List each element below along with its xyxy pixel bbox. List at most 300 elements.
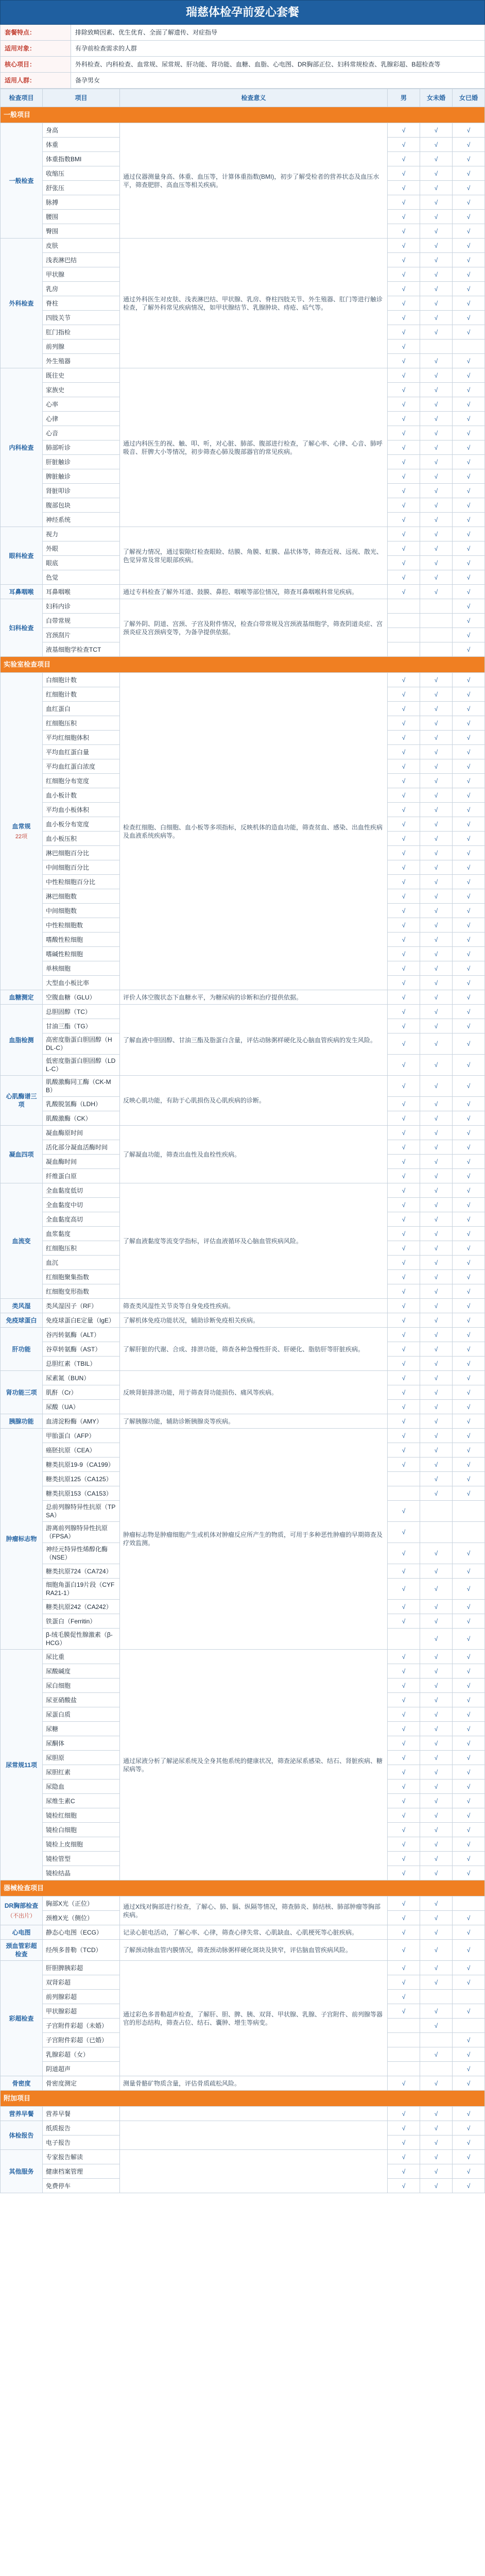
header-category: 检查项目 — [1, 89, 43, 107]
check-female-unmarried: √ — [420, 267, 453, 282]
check-female-unmarried: √ — [420, 282, 453, 296]
check-male: √ — [388, 1414, 420, 1429]
check-male: √ — [388, 123, 420, 138]
check-female-unmarried: √ — [420, 1429, 453, 1443]
check-female-married: √ — [453, 673, 485, 687]
check-female-married: √ — [453, 1227, 485, 1241]
item-name: 白带常规 — [43, 614, 120, 628]
check-male: √ — [388, 181, 420, 195]
item-name: 红细胞变形指数 — [43, 1284, 120, 1299]
check-female-married: √ — [453, 2136, 485, 2150]
check-female-married: √ — [453, 1414, 485, 1429]
item-name: 腰围 — [43, 210, 120, 224]
category-cell — [1, 1414, 43, 1429]
significance-cell: 反映肾脏排泄功能，用于筛查肾功能损伤、痛风等疾病。 — [120, 1371, 388, 1414]
item-name: 游离前列腺特异性抗原（FPSA） — [43, 1522, 120, 1543]
check-male: √ — [388, 412, 420, 426]
check-female-unmarried: √ — [420, 1751, 453, 1765]
check-female-married — [453, 2019, 485, 2033]
check-female-married: √ — [453, 2179, 485, 2193]
table-row — [1, 599, 485, 614]
check-female-unmarried: √ — [420, 933, 453, 947]
category-cell — [1, 1126, 43, 1183]
category-label: 胰腺功能 — [9, 1417, 34, 1425]
check-female-unmarried: √ — [420, 1198, 453, 1212]
check-female-unmarried: √ — [420, 2076, 453, 2091]
item-name: 骨密度测定 — [43, 2076, 120, 2091]
item-name: 眼底 — [43, 556, 120, 570]
category-cell — [1, 527, 43, 585]
check-male: √ — [388, 195, 420, 210]
check-female-married: √ — [453, 1650, 485, 1664]
significance-cell: 了解胰腺功能，辅助诊断胰腺炎等疾病。 — [120, 1414, 388, 1429]
check-female-unmarried: √ — [420, 745, 453, 759]
check-female-married: √ — [453, 1852, 485, 1866]
meta-label: 套餐特点： — [1, 25, 71, 40]
check-female-unmarried: √ — [420, 1837, 453, 1852]
item-name: 外生殖器 — [43, 354, 120, 368]
check-male: √ — [388, 687, 420, 702]
category-cell — [1, 673, 43, 990]
table-row — [1, 2150, 485, 2164]
item-name: 糖类抗原19-9（CA199） — [43, 1458, 120, 1472]
check-female-married: √ — [453, 1429, 485, 1443]
check-female-unmarried: √ — [420, 412, 453, 426]
check-female-married: √ — [453, 556, 485, 570]
check-male: √ — [388, 947, 420, 961]
item-name: 肝胆脾胰彩超 — [43, 1961, 120, 1975]
category-cell — [1, 1429, 43, 1650]
item-name: 乳房 — [43, 282, 120, 296]
check-female-unmarried: √ — [420, 774, 453, 788]
check-male — [388, 2047, 420, 2062]
table-row — [1, 527, 485, 541]
check-female-unmarried: √ — [420, 152, 453, 166]
check-female-married: √ — [453, 1076, 485, 1097]
item-name: 尿酸碱度 — [43, 1664, 120, 1679]
significance-cell — [120, 2121, 388, 2150]
check-female-unmarried: √ — [420, 224, 453, 239]
page-title: 瑞慈体检孕前爱心套餐 — [0, 0, 485, 25]
check-female-married: √ — [453, 1975, 485, 1990]
check-female-married: √ — [453, 1600, 485, 1614]
check-male: √ — [388, 556, 420, 570]
item-name: 免疫球蛋白E定量（IgE） — [43, 1313, 120, 1328]
check-female-married: √ — [453, 1270, 485, 1284]
check-male: √ — [388, 1155, 420, 1169]
check-female-unmarried: √ — [420, 817, 453, 832]
check-male: √ — [388, 440, 420, 455]
header-significance: 检查意义 — [120, 89, 388, 107]
check-female-unmarried: √ — [420, 397, 453, 412]
check-male: √ — [388, 1837, 420, 1852]
check-female-married: √ — [453, 889, 485, 904]
check-female-unmarried: √ — [420, 875, 453, 889]
check-female-unmarried: √ — [420, 1940, 453, 1961]
check-female-married: √ — [453, 846, 485, 860]
table-row — [1, 2121, 485, 2136]
significance-cell: 通过X线对胸部进行检查，了解心、肺、膈、纵隔等情况，筛查肺炎、肺结核、肺部肿瘤等胸部疾病。 — [120, 1896, 388, 1925]
check-male: √ — [388, 469, 420, 484]
check-female-unmarried: √ — [420, 716, 453, 731]
check-female-married: √ — [453, 1155, 485, 1169]
check-male: √ — [388, 1564, 420, 1579]
check-male: √ — [388, 1650, 420, 1664]
check-female-unmarried — [420, 642, 453, 657]
category-label: 血常规 — [12, 822, 31, 830]
item-name: 总前列腺特异性抗原（TPSA） — [43, 1501, 120, 1522]
check-female-married: √ — [453, 716, 485, 731]
check-male: √ — [388, 1911, 420, 1925]
check-male: √ — [388, 1679, 420, 1693]
check-male: √ — [388, 1722, 420, 1736]
category-label: 心电图 — [12, 1928, 31, 1936]
check-male: √ — [388, 1284, 420, 1299]
check-female-unmarried: √ — [420, 1564, 453, 1579]
check-male: √ — [388, 673, 420, 687]
check-female-married: √ — [453, 947, 485, 961]
check-male — [388, 1472, 420, 1486]
category-label: 肝功能 — [12, 1345, 31, 1353]
check-male: √ — [388, 745, 420, 759]
significance-cell — [120, 2150, 388, 2193]
check-male: √ — [388, 1925, 420, 1940]
check-female-unmarried: √ — [420, 673, 453, 687]
check-female-married: √ — [453, 138, 485, 152]
item-name: 血小板分布宽度 — [43, 817, 120, 832]
header-female-married: 女已婚 — [453, 89, 485, 107]
check-male: √ — [388, 1212, 420, 1227]
check-female-married: √ — [453, 166, 485, 181]
section-title: 实验室检查项目 — [1, 657, 485, 673]
check-female-unmarried: √ — [420, 860, 453, 875]
check-male — [388, 642, 420, 657]
check-female-unmarried: √ — [420, 1256, 453, 1270]
check-female-married: √ — [453, 1751, 485, 1765]
category-cell — [1, 1925, 43, 1940]
item-name: 中间细胞百分比 — [43, 860, 120, 875]
section-title: 器械检查项目 — [1, 1880, 485, 1896]
check-female-married: √ — [453, 1961, 485, 1975]
check-male — [388, 2033, 420, 2047]
check-female-unmarried: √ — [420, 687, 453, 702]
check-female-unmarried: √ — [420, 2107, 453, 2121]
check-female-married: √ — [453, 2062, 485, 2076]
check-female-unmarried — [420, 2062, 453, 2076]
category-label: 凝血四项 — [9, 1150, 34, 1158]
item-name: 尿蛋白质 — [43, 1707, 120, 1722]
item-name: 谷草转氨酶（AST） — [43, 1342, 120, 1357]
table-row — [1, 1005, 485, 1019]
significance-cell: 通过仪器测量身高、体重、血压等，计算体重指数(BMI)，初步了解受检者的营养状态及血压水平，筛查肥胖、高血压等相关疾病。 — [120, 123, 388, 239]
check-male: √ — [388, 1328, 420, 1342]
check-female-unmarried — [420, 614, 453, 628]
check-male: √ — [388, 2136, 420, 2150]
check-female-unmarried: √ — [420, 383, 453, 397]
meta-label: 适用人群： — [1, 73, 71, 88]
significance-cell — [120, 2107, 388, 2121]
check-male: √ — [388, 889, 420, 904]
check-female-married: √ — [453, 774, 485, 788]
meta-value: 有孕前检查需求的人群 — [75, 45, 137, 52]
item-name: 糖类抗原125（CA125） — [43, 1472, 120, 1486]
significance-cell: 通过专科检查了解外耳道、鼓膜、鼻腔、咽喉等部位情况，筛查耳鼻咽喉科常见疾病。 — [120, 585, 388, 599]
check-female-married — [453, 1896, 485, 1911]
check-female-unmarried: √ — [420, 138, 453, 152]
check-female-unmarried: √ — [420, 1414, 453, 1429]
check-female-married: √ — [453, 267, 485, 282]
check-female-unmarried: √ — [420, 1458, 453, 1472]
check-female-married: √ — [453, 1808, 485, 1823]
check-female-married: √ — [453, 1543, 485, 1564]
check-female-married: √ — [453, 599, 485, 614]
check-female-unmarried: √ — [420, 1111, 453, 1126]
check-female-unmarried: √ — [420, 311, 453, 325]
check-male: √ — [388, 875, 420, 889]
item-name: 甲胎蛋白（AFP） — [43, 1429, 120, 1443]
check-male: √ — [388, 990, 420, 1005]
item-name: 视力 — [43, 527, 120, 541]
item-name: 平均血红蛋白浓度 — [43, 759, 120, 774]
significance-cell: 了解视力情况，通过裂隙灯检查眼睑、结膜、角膜、虹膜、晶状体等，筛查近视、远视、散光、色觉异常及常见眼部疾病。 — [120, 527, 388, 585]
check-female-married: √ — [453, 1169, 485, 1183]
check-female-married: √ — [453, 1925, 485, 1940]
category-label: 耳鼻咽喉 — [9, 588, 34, 596]
category-cell — [1, 1961, 43, 2076]
check-male: √ — [388, 1005, 420, 1019]
check-male: √ — [388, 1794, 420, 1808]
check-female-married: √ — [453, 1564, 485, 1579]
check-female-unmarried: √ — [420, 961, 453, 976]
check-female-married: √ — [453, 2107, 485, 2121]
check-female-unmarried: √ — [420, 1472, 453, 1486]
item-name: 全血黏度中切 — [43, 1198, 120, 1212]
item-name: 血清淀粉酶（AMY） — [43, 1414, 120, 1429]
check-female-unmarried: √ — [420, 2164, 453, 2179]
check-female-unmarried: √ — [420, 1486, 453, 1501]
check-female-married: √ — [453, 745, 485, 759]
check-female-married: √ — [453, 1866, 485, 1880]
category-cell — [1, 2076, 43, 2091]
item-name: 体重 — [43, 138, 120, 152]
item-name: β-绒毛膜促性腺激素（β-HCG） — [43, 1629, 120, 1650]
item-name: 尿比重 — [43, 1650, 120, 1664]
item-name: 尿白细胞 — [43, 1679, 120, 1693]
category-label: 骨密度 — [12, 2079, 31, 2087]
check-female-married: √ — [453, 990, 485, 1005]
significance-cell: 了解血液黏度等流变学指标，评估血液循环及心脑血管疾病风险。 — [120, 1183, 388, 1299]
check-male: √ — [388, 1852, 420, 1866]
check-female-married: √ — [453, 1780, 485, 1794]
item-name: 体重指数BMI — [43, 152, 120, 166]
category-label: 其他服务 — [9, 2167, 34, 2175]
check-male: √ — [388, 1126, 420, 1140]
check-female-unmarried: √ — [420, 1693, 453, 1707]
check-male: √ — [388, 1055, 420, 1076]
table-row — [1, 1126, 485, 1140]
table-row — [1, 585, 485, 599]
item-name: 胸部X光（正位） — [43, 1896, 120, 1911]
check-male: √ — [388, 1736, 420, 1751]
item-name: 镜检白细胞 — [43, 1823, 120, 1837]
item-name: 平均血小板体积 — [43, 803, 120, 817]
check-male: √ — [388, 267, 420, 282]
check-female-married: √ — [453, 1198, 485, 1212]
item-name: 镜检管型 — [43, 1852, 120, 1866]
check-male: √ — [388, 1313, 420, 1328]
meta-row — [0, 25, 485, 41]
check-female-unmarried: √ — [420, 803, 453, 817]
meta-label: 核心项目： — [1, 57, 71, 72]
check-male: √ — [388, 527, 420, 541]
check-female-married: √ — [453, 1736, 485, 1751]
check-male: √ — [388, 1579, 420, 1600]
table-row — [1, 1076, 485, 1097]
item-name: 总胆固醇（TC） — [43, 1005, 120, 1019]
check-female-married: √ — [453, 1284, 485, 1299]
item-name: 心率 — [43, 397, 120, 412]
check-male: √ — [388, 1707, 420, 1722]
check-female-unmarried — [420, 599, 453, 614]
check-female-unmarried: √ — [420, 166, 453, 181]
item-name: 糖类抗原724（CA724） — [43, 1564, 120, 1579]
check-female-married: √ — [453, 759, 485, 774]
item-name: 中性粒细胞百分比 — [43, 875, 120, 889]
item-name: 全血黏度低切 — [43, 1183, 120, 1198]
check-female-married: √ — [453, 498, 485, 513]
check-female-unmarried: √ — [420, 1736, 453, 1751]
significance-cell: 了解颈动脉血管内膜情况，筛查颈动脉粥样硬化斑块及狭窄，评估脑血管疾病风险。 — [120, 1940, 388, 1961]
table-body — [1, 107, 485, 2193]
check-male: √ — [388, 1400, 420, 1414]
check-female-married: √ — [453, 1328, 485, 1342]
check-female-married: √ — [453, 2004, 485, 2019]
check-female-married: √ — [453, 961, 485, 976]
check-female-unmarried: √ — [420, 1866, 453, 1880]
item-name: 肌酸激酶同工酶（CK-MB） — [43, 1076, 120, 1097]
item-name: 高密度脂蛋白胆固醇（HDL-C） — [43, 1033, 120, 1055]
check-female-married: √ — [453, 614, 485, 628]
item-name: 镜检结晶 — [43, 1866, 120, 1880]
check-female-unmarried: √ — [420, 1614, 453, 1629]
check-female-married: √ — [453, 296, 485, 311]
item-name: 尿维生素C — [43, 1794, 120, 1808]
item-name: 营养早餐 — [43, 2107, 120, 2121]
category-cell — [1, 2150, 43, 2193]
table-row — [1, 1961, 485, 1975]
item-name: 纸质报告 — [43, 2121, 120, 2136]
item-name: 尿亚硝酸盐 — [43, 1693, 120, 1707]
item-name: 平均红细胞体积 — [43, 731, 120, 745]
item-name: 嗜碱性粒细胞 — [43, 947, 120, 961]
check-female-married: √ — [453, 2150, 485, 2164]
item-name: 全血黏度高切 — [43, 1212, 120, 1227]
item-name: 尿素氮（BUN） — [43, 1371, 120, 1385]
check-male: √ — [388, 383, 420, 397]
check-female-unmarried: √ — [420, 1076, 453, 1097]
check-male: √ — [388, 788, 420, 803]
check-female-unmarried: √ — [420, 195, 453, 210]
check-female-married: √ — [453, 1443, 485, 1458]
check-male: √ — [388, 1097, 420, 1111]
item-name: 子宫附件彩超（已婚） — [43, 2033, 120, 2047]
check-male: √ — [388, 296, 420, 311]
check-male: √ — [388, 702, 420, 716]
check-male: √ — [388, 455, 420, 469]
check-female-unmarried: √ — [420, 527, 453, 541]
section-title: 一般项目 — [1, 107, 485, 123]
check-female-married: √ — [453, 325, 485, 340]
check-female-married: √ — [453, 1313, 485, 1328]
category-label: 一般检查 — [9, 177, 34, 184]
check-female-married: √ — [453, 1097, 485, 1111]
check-male: √ — [388, 976, 420, 990]
check-female-unmarried: √ — [420, 1896, 453, 1911]
check-male: √ — [388, 426, 420, 440]
category-label: 血糖测定 — [9, 993, 34, 1001]
item-name: 谷丙转氨酶（ALT） — [43, 1328, 120, 1342]
check-female-unmarried: √ — [420, 1679, 453, 1693]
item-name: 淋巴细胞百分比 — [43, 846, 120, 860]
item-name: 红细胞压积 — [43, 716, 120, 731]
check-male: √ — [388, 918, 420, 933]
category-label: 血脂检测 — [9, 1036, 34, 1044]
check-female-married: √ — [453, 181, 485, 195]
table-row — [1, 1940, 485, 1961]
meta-row — [0, 41, 485, 57]
item-name: 肾脏叩诊 — [43, 484, 120, 498]
item-name: 单核细胞 — [43, 961, 120, 976]
check-female-unmarried: √ — [420, 702, 453, 716]
significance-cell: 测量骨骼矿物质含量，评估骨质疏松风险。 — [120, 2076, 388, 2091]
table-header — [1, 89, 485, 107]
category-cell — [1, 2121, 43, 2150]
check-female-married: √ — [453, 1837, 485, 1852]
check-female-married: √ — [453, 1385, 485, 1400]
check-female-married: √ — [453, 1472, 485, 1486]
check-female-married: √ — [453, 860, 485, 875]
check-male: √ — [388, 2107, 420, 2121]
category-label: 肾功能三项 — [6, 1388, 37, 1396]
check-male: √ — [388, 933, 420, 947]
check-male: √ — [388, 138, 420, 152]
check-male: √ — [388, 1443, 420, 1458]
check-female-unmarried: √ — [420, 1126, 453, 1140]
check-male: √ — [388, 1140, 420, 1155]
table-row — [1, 1414, 485, 1429]
header-male: 男 — [388, 89, 420, 107]
check-male: √ — [388, 1019, 420, 1033]
item-name: 宫颈刮片 — [43, 628, 120, 642]
item-name: 低密度脂蛋白胆固醇（LDL-C） — [43, 1055, 120, 1076]
item-name: 血浆黏度 — [43, 1227, 120, 1241]
check-female-married: √ — [453, 570, 485, 585]
table-row — [1, 1183, 485, 1198]
check-male: √ — [388, 1076, 420, 1097]
check-female-unmarried — [420, 340, 453, 354]
check-female-married: √ — [453, 440, 485, 455]
check-female-unmarried: √ — [420, 990, 453, 1005]
category-cell — [1, 585, 43, 599]
check-male: √ — [388, 397, 420, 412]
table-row — [1, 1429, 485, 1443]
check-female-married: √ — [453, 1400, 485, 1414]
check-female-unmarried: √ — [420, 484, 453, 498]
item-name: 血沉 — [43, 1256, 120, 1270]
check-female-married: √ — [453, 527, 485, 541]
check-male — [388, 1486, 420, 1501]
package-table — [0, 89, 485, 2193]
